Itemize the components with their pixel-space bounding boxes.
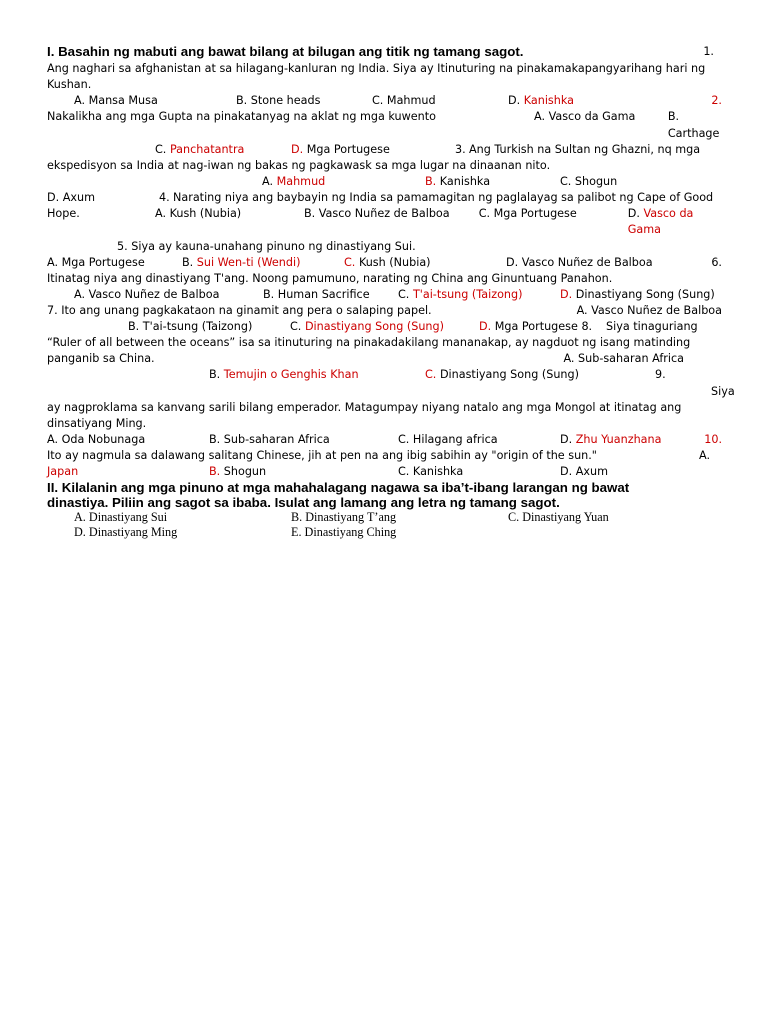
q5-text: 5. Siya ay kauna-unahang pinuno ng dinastiyang Sui. [117, 239, 416, 253]
q2-text: Nakalikha ang mga Gupta na pinakatanyag na aklat ng mga kuwento [47, 110, 436, 124]
option: C. Dinastiyang Yuan [508, 510, 609, 525]
q5-choices [47, 255, 722, 271]
choice[interactable]: D. Vasco Nuñez de Balboa [506, 255, 653, 269]
choice[interactable]: C. Dinastiyang Song (Sung) [290, 319, 444, 333]
choice[interactable]: C. Shogun [560, 174, 618, 188]
choice[interactable]: B. Carthage [667, 110, 720, 140]
choice[interactable]: D. Vasco da Gama [627, 207, 694, 237]
choice[interactable]: A. [698, 449, 710, 463]
choice[interactable]: A. Oda Nobunaga [47, 432, 146, 446]
choice[interactable]: A. Kush (Nubia) [155, 207, 242, 221]
choice[interactable] [47, 142, 155, 158]
choice[interactable]: B. Stone heads [236, 94, 321, 108]
q8-choices [47, 367, 722, 383]
choice[interactable]: B. Vasco Nuñez de Balboa [303, 207, 450, 221]
option: B. Dinastiyang T’ang [291, 510, 397, 525]
answer: Temujin o Genghis Khan [223, 368, 359, 382]
part1-header-row [47, 44, 722, 60]
part2-title-line1: II. Kilalanin ang mga pinuno at mga mahahalagang nagawa sa iba’t-ibang larangan ng bawat [47, 480, 630, 496]
q3-start: 3. [455, 142, 466, 156]
part1-title: I. Basahin ng mabuti ang bawat bilang at bilugan ang titik ng tamang sagot. [47, 44, 524, 59]
q9-number: 9. [655, 368, 666, 382]
choice[interactable]: C. Panchatantra [155, 142, 245, 156]
q4-number: 4. [159, 191, 170, 205]
part2-title-line2: dinastiya. Piliin ang sagot sa ibaba. Isulat ang lamang ang letra ng tamang sagot. [47, 495, 560, 511]
choice[interactable]: D. Axum [560, 465, 608, 478]
choice[interactable]: D. Zhu Yuanzhana [560, 432, 662, 446]
choice[interactable]: A. Vasco Nuñez de Balboa [74, 287, 220, 301]
choice[interactable]: B. Kanishka [425, 174, 491, 188]
choice[interactable]: D. Axum [47, 191, 95, 205]
answer: Vasco da Gama [627, 207, 694, 237]
choice[interactable]: B. Temujin o Genghis Khan [209, 368, 359, 382]
choice[interactable]: B. Human Sacrifice [263, 287, 370, 301]
choice[interactable]: D. Kanishka [508, 94, 574, 108]
part2-header [47, 480, 722, 510]
q1-number: 1. [703, 45, 714, 58]
q2-choices [534, 109, 722, 141]
q6-choices [47, 287, 722, 303]
choice[interactable]: C. Kush (Nubia) [344, 255, 431, 269]
q10-text: Ito ay nagmula sa dalawang salitang Chinese, jih at pen na ang ibig sabihin ay "origin of the sun." [47, 448, 597, 462]
choice[interactable]: D. Mga Portugese [291, 142, 390, 156]
answer: T'ai-tsung (Taizong) [412, 287, 523, 301]
q8-number: 8. [581, 319, 593, 333]
choice[interactable]: C. Hilagang africa [398, 432, 498, 446]
option: D. Dinastiyang Ming [74, 525, 178, 540]
choice[interactable]: A. Mahmud [262, 174, 326, 188]
answer: Dinastiyang Song (Sung) [304, 319, 444, 333]
option: A. Dinastiyang Sui [74, 510, 168, 525]
answer: Zhu Yuanzhana [575, 432, 662, 446]
part2-options-row1 [47, 510, 722, 525]
choice[interactable]: C. Mahmud [372, 94, 436, 108]
choice[interactable]: B. Sui Wen-ti (Wendi) [182, 255, 301, 269]
part2-options-row2 [47, 525, 722, 540]
q4-choices [47, 206, 722, 238]
q10-choices [47, 464, 722, 480]
q3-text: Ang Turkish na Sultan ng Ghazni, nq mga ekspedisyon sa India at nag-iwan ng bakas ng pagkawask sa mga lugar na dinaanan nito. [47, 142, 701, 172]
q1-text: Ang naghari sa afghanistan at sa hilagang-kanluran ng India. Siya ay Itinuturing na pinakamakapangyarihang hari ng Kushan. [47, 62, 706, 92]
q9-choices [47, 432, 722, 448]
choice[interactable]: C. Mga Portugese [478, 207, 577, 221]
option: E. Dinastiyang Ching [291, 525, 397, 540]
choice[interactable]: A. Vasco Nuñez de Balboa [576, 303, 722, 317]
q6-number: 6. [711, 255, 722, 269]
answer: Mahmud [276, 174, 326, 188]
q7-row [47, 303, 722, 319]
answer[interactable]: Japan [47, 465, 79, 478]
choice[interactable]: D. Dinastiyang Song (Sung) [560, 287, 715, 301]
q7-text: 7. Ito ang unang pagkakataon na ginamit ang pera o salaping papel. [47, 303, 432, 317]
choice[interactable]: C. Dinastiyang Song (Sung) [425, 368, 579, 382]
worksheet [47, 44, 735, 540]
q5-number: 5. [117, 239, 128, 253]
choice[interactable]: C. T'ai-tsung (Taizong) [398, 287, 523, 301]
choice[interactable]: A. Mansa Musa [74, 94, 158, 108]
q2-number: 2. [711, 94, 722, 108]
answer: Sui Wen-ti (Wendi) [196, 255, 301, 269]
q1-choices [47, 93, 722, 109]
choice[interactable]: A. Mga Portugese [47, 255, 145, 269]
choice[interactable]: A. Vasco da Gama [534, 110, 636, 124]
q6-text: Itinatag niya ang dinastiyang T'ang. Noong pamumuno, narating ng China ang Ginuntuang Panahon. [47, 271, 613, 285]
q9-text: Siya ay nagproklama sa kanvang sarili bilang emperador. Matagumpay niyang natalo ang mga Mongol at itinatag ang dinsatiyang Ming. [47, 384, 735, 430]
answer: Kanishka [523, 94, 574, 108]
choice[interactable]: A. Sub-saharan Africa [563, 352, 684, 366]
q8-text: Siya tinaguriang “Ruler of all between the oceans” isa sa itinuturing na pinakadakilang mananakap, ay nagduot ng isang matinding panganib sa China. [47, 320, 698, 366]
q10-number: 10. [704, 432, 722, 446]
choice[interactable]: C. Kanishka [398, 465, 464, 478]
q3-choices [47, 174, 722, 190]
choice[interactable]: B. Shogun [209, 465, 267, 478]
choice[interactable]: B. Sub-saharan Africa [209, 432, 330, 446]
choice[interactable]: B. T'ai-tsung (Taizong) [128, 319, 253, 333]
answer: Panchatantra [169, 142, 245, 156]
q4-text: Narating niya ang baybayin ng India sa pamamagitan ng paglalayag sa palibot ng Cape of Good Hope. [47, 191, 714, 221]
choice[interactable]: D. Mga Portugese 8. [479, 319, 593, 333]
